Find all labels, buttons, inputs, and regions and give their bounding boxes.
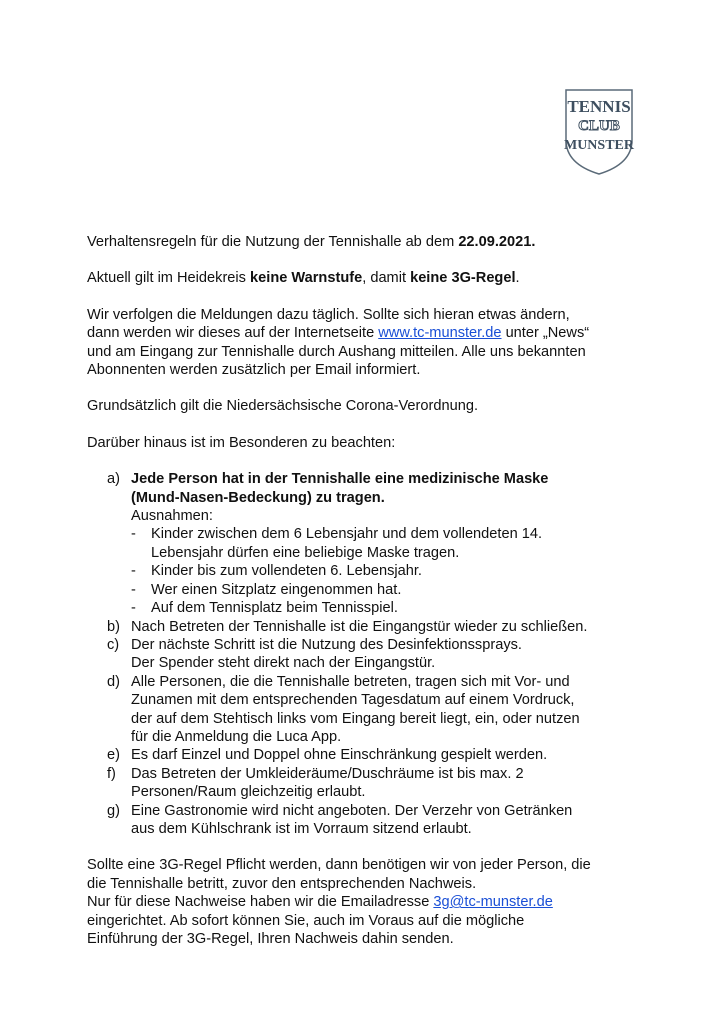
rule-marker: e)	[107, 747, 120, 764]
website-link[interactable]: www.tc-munster.de	[378, 325, 502, 342]
rules-list	[87, 470, 647, 838]
rule-marker: g)	[107, 802, 120, 819]
status-warnstufe: keine Warnstufe	[250, 270, 363, 287]
closing-line-1: Sollte eine 3G-Regel Pflicht werden, dann benötigen wir von jeder Person, die	[87, 857, 591, 874]
rule-b-text: Nach Betreten der Tennishalle ist die Eingangstür wieder zu schließen.	[131, 618, 588, 635]
exception-1-line-2: Lebensjahr dürfen eine beliebige Maske tragen.	[151, 544, 460, 561]
rule-d-line-2: Zunamen mit dem entsprechenden Tagesdatum auf einem Vordruck,	[131, 692, 575, 709]
status-3g-regel: keine 3G-Regel	[410, 270, 516, 287]
rule-c	[87, 636, 647, 673]
follow-line-4: Abonnenten werden zusätzlich per Email informiert.	[87, 362, 421, 379]
intro-paragraph	[87, 233, 647, 251]
exception-3: Wer einen Sitzplatz eingenommen hat.	[151, 581, 402, 598]
rule-e-text: Es darf Einzel und Doppel ohne Einschränkung gespielt werden.	[131, 747, 548, 764]
dash-marker: -	[131, 600, 136, 617]
closing-line-5: Einführung der 3G-Regel, Ihren Nachweis dahin senden.	[87, 931, 454, 947]
basis-paragraph: Grundsätzlich gilt die Niedersächsische Corona-Verordnung.	[87, 398, 478, 415]
tennis-club-munster-logo	[562, 86, 636, 176]
dash-marker: -	[131, 581, 136, 598]
closing-line-4: eingerichtet. Ab sofort können Sie, auch im Voraus auf die mögliche	[87, 912, 525, 929]
lead-paragraph: Darüber hinaus ist im Besonderen zu beachten:	[87, 434, 396, 451]
status-text-3: .	[515, 270, 520, 287]
dash-marker: -	[131, 563, 136, 580]
rule-f-line-1: Das Betreten der Umkleideräume/Duschräume ist bis max. 2	[131, 765, 524, 782]
exception-1-line-1: Kinder zwischen dem 6 Lebensjahr und dem vollendeten 14.	[151, 526, 543, 543]
rule-d-line-1: Alle Personen, die die Tennishalle betreten, tragen sich mit Vor- und	[131, 673, 570, 690]
rule-marker: c)	[107, 636, 120, 653]
rule-g	[87, 802, 647, 839]
exception-item	[131, 581, 647, 599]
exception-item	[131, 599, 647, 617]
rule-e	[87, 746, 647, 764]
dash-marker: -	[131, 526, 136, 543]
exception-2: Kinder bis zum vollendeten 6. Lebensjahr.	[151, 563, 422, 580]
status-paragraph	[87, 269, 647, 287]
rule-a-line-1: Jede Person hat in der Tennishalle eine medizinische Maske	[131, 471, 549, 488]
closing-paragraph	[87, 856, 647, 948]
closing-line-3: Nur für diese Nachweise haben wir die Emailadresse	[87, 894, 434, 911]
follow-line-2-end: unter „News“	[501, 325, 590, 342]
rule-marker: d)	[107, 673, 120, 690]
rule-marker: b)	[107, 618, 120, 635]
logo-line-munster: MUNSTER	[563, 138, 635, 153]
exceptions-label: Ausnahmen:	[131, 508, 213, 525]
rule-d-line-4: für die Anmeldung die Luca App.	[131, 728, 342, 745]
rule-f-line-2: Personen/Raum gleichzeitig erlaubt.	[131, 784, 366, 801]
status-text-2: , damit	[362, 270, 411, 287]
exception-item	[131, 562, 647, 580]
email-link[interactable]: 3g@tc-munster.de	[433, 894, 553, 911]
logo-line-club: CLUB	[578, 118, 620, 134]
follow-line-1: Wir verfolgen die Meldungen dazu täglich. Sollte sich hieran etwas ändern,	[87, 306, 570, 323]
rule-marker: a)	[107, 471, 120, 488]
rule-c-line-2: Der Spender steht direkt nach der Eingangstür.	[131, 655, 436, 672]
rule-g-line-1: Eine Gastronomie wird nicht angeboten. Der Verzehr von Getränken	[131, 802, 573, 819]
rule-b	[87, 618, 647, 636]
status-text-1: Aktuell gilt im Heidekreis	[87, 270, 251, 287]
rule-a-line-2: (Mund-Nasen-Bedeckung) zu tragen.	[131, 489, 385, 506]
rule-g-line-2: aus dem Kühlschrank ist im Vorraum sitzend erlaubt.	[131, 820, 472, 837]
rule-d	[87, 673, 647, 747]
logo-line-tennis: TENNIS	[567, 97, 631, 116]
rule-c-line-1: Der nächste Schritt ist die Nutzung des Desinfektionssprays.	[131, 636, 522, 653]
follow-paragraph	[87, 306, 647, 380]
intro-text: Verhaltensregeln für die Nutzung der Tennishalle ab dem	[87, 234, 459, 250]
rule-d-line-3: der auf dem Stehtisch links vom Eingang bereit liegt, ein, oder nutzen	[131, 710, 580, 727]
rule-marker: f)	[107, 765, 116, 782]
exception-4: Auf dem Tennisplatz beim Tennisspiel.	[151, 600, 398, 617]
follow-line-3: und am Eingang zur Tennishalle durch Aushang mitteilen. Alle uns bekannten	[87, 343, 586, 360]
document-body	[87, 233, 647, 948]
exception-item	[131, 525, 647, 562]
rule-a	[87, 470, 647, 617]
closing-line-2: die Tennishalle betritt, zuvor den entsprechenden Nachweis.	[87, 875, 477, 892]
follow-line-2: dann werden wir dieses auf der Internetseite	[87, 325, 379, 342]
intro-date: 22.09.2021.	[458, 234, 536, 250]
rule-f	[87, 765, 647, 802]
